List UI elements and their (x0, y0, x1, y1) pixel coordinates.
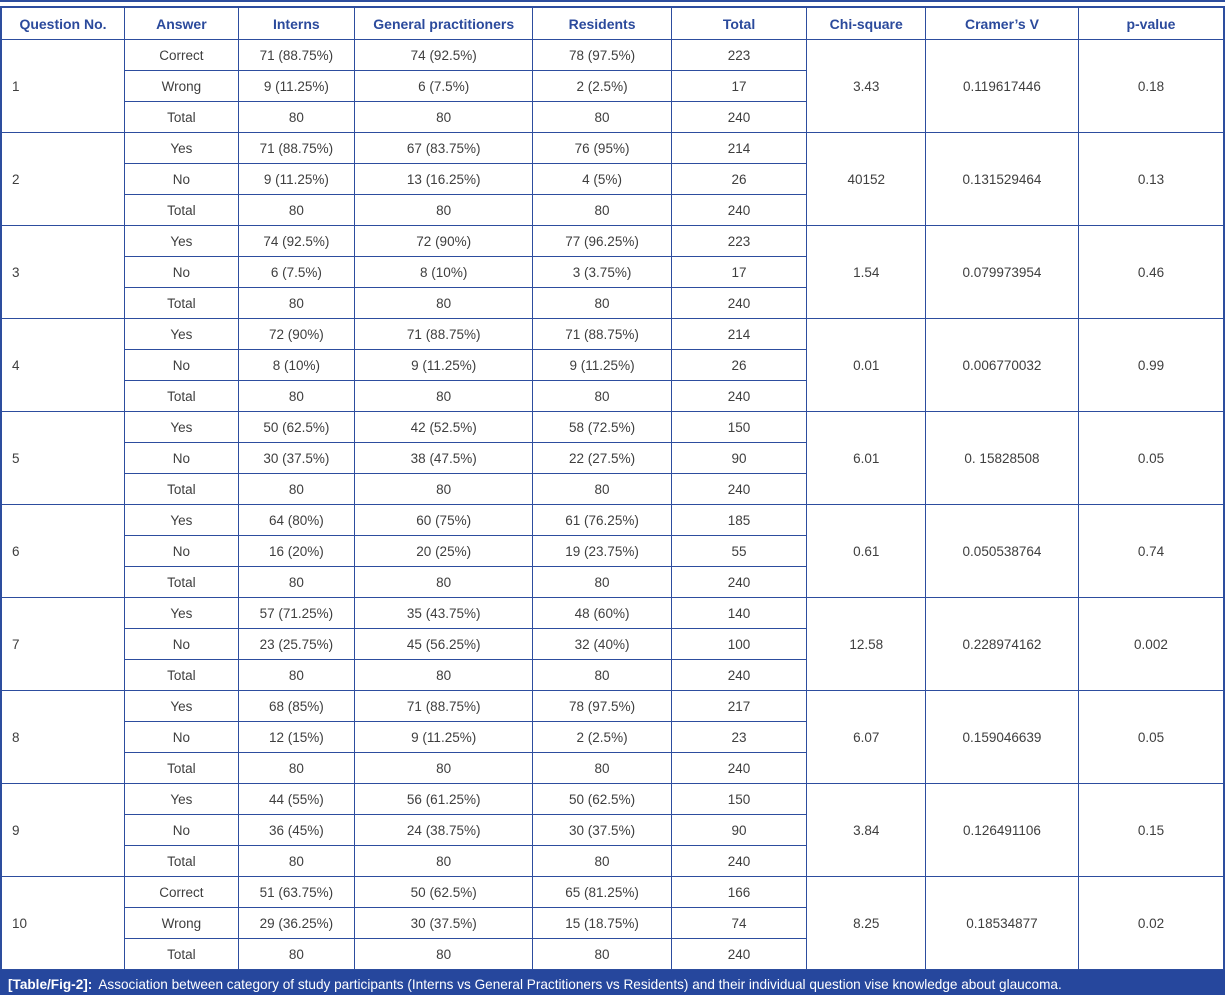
p-value-cell: 0.18 (1078, 40, 1224, 133)
answer-cell: Correct (125, 40, 239, 71)
answer-cell: Yes (125, 319, 239, 350)
general-practitioners-cell: 72 (90%) (354, 226, 533, 257)
interns-cell: 72 (90%) (238, 319, 354, 350)
total-cell: 17 (671, 71, 807, 102)
question-number-cell: 6 (1, 505, 125, 598)
residents-cell: 50 (62.5%) (533, 784, 671, 815)
table-header-row (1, 7, 1224, 40)
residents-cell: 48 (60%) (533, 598, 671, 629)
residents-cell: 22 (27.5%) (533, 443, 671, 474)
cramers-v-cell: 0.126491106 (926, 784, 1079, 877)
interns-cell: 80 (238, 474, 354, 505)
question-number-cell: 3 (1, 226, 125, 319)
total-cell: 223 (671, 226, 807, 257)
general-practitioners-cell: 80 (354, 195, 533, 226)
association-table (0, 6, 1225, 970)
table-row (1, 40, 1224, 71)
interns-cell: 80 (238, 660, 354, 691)
residents-cell: 80 (533, 288, 671, 319)
total-cell: 166 (671, 877, 807, 908)
general-practitioners-cell: 35 (43.75%) (354, 598, 533, 629)
chi-square-cell: 6.01 (807, 412, 926, 505)
residents-cell: 77 (96.25%) (533, 226, 671, 257)
p-value-cell: 0.46 (1078, 226, 1224, 319)
interns-cell: 57 (71.25%) (238, 598, 354, 629)
answer-cell: Yes (125, 505, 239, 536)
cramers-v-cell: 0.228974162 (926, 598, 1079, 691)
total-cell: 223 (671, 40, 807, 71)
total-cell: 74 (671, 908, 807, 939)
chi-square-cell: 12.58 (807, 598, 926, 691)
p-value-cell: 0.002 (1078, 598, 1224, 691)
chi-square-cell: 1.54 (807, 226, 926, 319)
general-practitioners-cell: 13 (16.25%) (354, 164, 533, 195)
interns-cell: 80 (238, 195, 354, 226)
general-practitioners-cell: 80 (354, 288, 533, 319)
general-practitioners-cell: 80 (354, 846, 533, 877)
total-cell: 240 (671, 195, 807, 226)
interns-cell: 8 (10%) (238, 350, 354, 381)
residents-cell: 80 (533, 567, 671, 598)
table-row (1, 784, 1224, 815)
interns-cell: 16 (20%) (238, 536, 354, 567)
header-answer: Answer (125, 7, 239, 40)
residents-cell: 32 (40%) (533, 629, 671, 660)
answer-cell: No (125, 164, 239, 195)
general-practitioners-cell: 9 (11.25%) (354, 722, 533, 753)
general-practitioners-cell: 80 (354, 753, 533, 784)
total-cell: 26 (671, 164, 807, 195)
residents-cell: 65 (81.25%) (533, 877, 671, 908)
answer-cell: Total (125, 474, 239, 505)
general-practitioners-cell: 24 (38.75%) (354, 815, 533, 846)
total-cell: 150 (671, 412, 807, 443)
p-value-cell: 0.13 (1078, 133, 1224, 226)
total-cell: 214 (671, 319, 807, 350)
interns-cell: 12 (15%) (238, 722, 354, 753)
question-number-cell: 9 (1, 784, 125, 877)
p-value-cell: 0.05 (1078, 412, 1224, 505)
residents-cell: 58 (72.5%) (533, 412, 671, 443)
cramers-v-cell: 0.006770032 (926, 319, 1079, 412)
table-row (1, 598, 1224, 629)
answer-cell: Yes (125, 412, 239, 443)
total-cell: 17 (671, 257, 807, 288)
answer-cell: Total (125, 660, 239, 691)
total-cell: 90 (671, 815, 807, 846)
total-cell: 185 (671, 505, 807, 536)
answer-cell: Total (125, 381, 239, 412)
interns-cell: 9 (11.25%) (238, 164, 354, 195)
general-practitioners-cell: 80 (354, 939, 533, 970)
answer-cell: Yes (125, 598, 239, 629)
interns-cell: 30 (37.5%) (238, 443, 354, 474)
interns-cell: 80 (238, 846, 354, 877)
cramers-v-cell: 0.18534877 (926, 877, 1079, 970)
general-practitioners-cell: 80 (354, 660, 533, 691)
general-practitioners-cell: 50 (62.5%) (354, 877, 533, 908)
residents-cell: 15 (18.75%) (533, 908, 671, 939)
total-cell: 26 (671, 350, 807, 381)
residents-cell: 30 (37.5%) (533, 815, 671, 846)
table-caption-bar (0, 970, 1225, 995)
answer-cell: No (125, 257, 239, 288)
answer-cell: No (125, 443, 239, 474)
cramers-v-cell: 0.159046639 (926, 691, 1079, 784)
total-cell: 140 (671, 598, 807, 629)
header-question-no: Question No. (1, 7, 125, 40)
p-value-cell: 0.05 (1078, 691, 1224, 784)
answer-cell: Yes (125, 226, 239, 257)
general-practitioners-cell: 80 (354, 567, 533, 598)
answer-cell: Correct (125, 877, 239, 908)
residents-cell: 80 (533, 102, 671, 133)
chi-square-cell: 0.61 (807, 505, 926, 598)
table-row (1, 133, 1224, 164)
interns-cell: 9 (11.25%) (238, 71, 354, 102)
total-cell: 240 (671, 474, 807, 505)
residents-cell: 71 (88.75%) (533, 319, 671, 350)
total-cell: 55 (671, 536, 807, 567)
caption-text: Association between category of study participants (Interns vs General Practitioners vs Residents) and their individual question vise knowledge about glaucoma. (98, 977, 1062, 992)
total-cell: 214 (671, 133, 807, 164)
question-number-cell: 8 (1, 691, 125, 784)
question-number-cell: 4 (1, 319, 125, 412)
interns-cell: 80 (238, 102, 354, 133)
header-cramers-v: Cramer’s V (926, 7, 1079, 40)
interns-cell: 80 (238, 288, 354, 319)
cramers-v-cell: 0.131529464 (926, 133, 1079, 226)
answer-cell: Total (125, 567, 239, 598)
header-p-value: p-value (1078, 7, 1224, 40)
residents-cell: 61 (76.25%) (533, 505, 671, 536)
answer-cell: Yes (125, 133, 239, 164)
header-total: Total (671, 7, 807, 40)
residents-cell: 76 (95%) (533, 133, 671, 164)
general-practitioners-cell: 30 (37.5%) (354, 908, 533, 939)
total-cell: 240 (671, 567, 807, 598)
header-chi-square: Chi-square (807, 7, 926, 40)
total-cell: 100 (671, 629, 807, 660)
residents-cell: 80 (533, 753, 671, 784)
total-cell: 240 (671, 753, 807, 784)
general-practitioners-cell: 20 (25%) (354, 536, 533, 567)
chi-square-cell: 40152 (807, 133, 926, 226)
p-value-cell: 0.74 (1078, 505, 1224, 598)
interns-cell: 36 (45%) (238, 815, 354, 846)
residents-cell: 80 (533, 381, 671, 412)
cramers-v-cell: 0.119617446 (926, 40, 1079, 133)
residents-cell: 80 (533, 846, 671, 877)
residents-cell: 80 (533, 195, 671, 226)
residents-cell: 78 (97.5%) (533, 691, 671, 722)
residents-cell: 80 (533, 474, 671, 505)
residents-cell: 19 (23.75%) (533, 536, 671, 567)
question-number-cell: 10 (1, 877, 125, 970)
total-cell: 90 (671, 443, 807, 474)
answer-cell: Total (125, 288, 239, 319)
p-value-cell: 0.15 (1078, 784, 1224, 877)
interns-cell: 23 (25.75%) (238, 629, 354, 660)
table-row (1, 226, 1224, 257)
table-body (1, 40, 1224, 970)
general-practitioners-cell: 71 (88.75%) (354, 691, 533, 722)
interns-cell: 29 (36.25%) (238, 908, 354, 939)
question-number-cell: 1 (1, 40, 125, 133)
answer-cell: Total (125, 102, 239, 133)
table-row (1, 505, 1224, 536)
chi-square-cell: 6.07 (807, 691, 926, 784)
residents-cell: 9 (11.25%) (533, 350, 671, 381)
cramers-v-cell: 0. 15828508 (926, 412, 1079, 505)
table-row (1, 691, 1224, 722)
total-cell: 217 (671, 691, 807, 722)
header-general-practitioners: General practitioners (354, 7, 533, 40)
general-practitioners-cell: 38 (47.5%) (354, 443, 533, 474)
general-practitioners-cell: 42 (52.5%) (354, 412, 533, 443)
answer-cell: Yes (125, 691, 239, 722)
general-practitioners-cell: 67 (83.75%) (354, 133, 533, 164)
interns-cell: 80 (238, 939, 354, 970)
interns-cell: 80 (238, 567, 354, 598)
general-practitioners-cell: 8 (10%) (354, 257, 533, 288)
p-value-cell: 0.99 (1078, 319, 1224, 412)
caption-label: [Table/Fig-2]: (8, 977, 93, 992)
answer-cell: Total (125, 939, 239, 970)
answer-cell: Total (125, 195, 239, 226)
answer-cell: No (125, 629, 239, 660)
general-practitioners-cell: 60 (75%) (354, 505, 533, 536)
cramers-v-cell: 0.050538764 (926, 505, 1079, 598)
residents-cell: 2 (2.5%) (533, 722, 671, 753)
residents-cell: 78 (97.5%) (533, 40, 671, 71)
chi-square-cell: 8.25 (807, 877, 926, 970)
header-interns: Interns (238, 7, 354, 40)
total-cell: 240 (671, 939, 807, 970)
answer-cell: No (125, 815, 239, 846)
general-practitioners-cell: 45 (56.25%) (354, 629, 533, 660)
header-residents: Residents (533, 7, 671, 40)
interns-cell: 80 (238, 381, 354, 412)
cramers-v-cell: 0.079973954 (926, 226, 1079, 319)
residents-cell: 4 (5%) (533, 164, 671, 195)
general-practitioners-cell: 9 (11.25%) (354, 350, 533, 381)
table-row (1, 412, 1224, 443)
interns-cell: 68 (85%) (238, 691, 354, 722)
residents-cell: 3 (3.75%) (533, 257, 671, 288)
general-practitioners-cell: 80 (354, 102, 533, 133)
interns-cell: 6 (7.5%) (238, 257, 354, 288)
answer-cell: Total (125, 753, 239, 784)
interns-cell: 50 (62.5%) (238, 412, 354, 443)
answer-cell: Total (125, 846, 239, 877)
total-cell: 240 (671, 102, 807, 133)
chi-square-cell: 3.43 (807, 40, 926, 133)
general-practitioners-cell: 71 (88.75%) (354, 319, 533, 350)
answer-cell: No (125, 536, 239, 567)
general-practitioners-cell: 80 (354, 474, 533, 505)
answer-cell: Wrong (125, 908, 239, 939)
answer-cell: No (125, 350, 239, 381)
p-value-cell: 0.02 (1078, 877, 1224, 970)
total-cell: 240 (671, 660, 807, 691)
interns-cell: 80 (238, 753, 354, 784)
general-practitioners-cell: 56 (61.25%) (354, 784, 533, 815)
total-cell: 240 (671, 846, 807, 877)
interns-cell: 64 (80%) (238, 505, 354, 536)
residents-cell: 80 (533, 939, 671, 970)
general-practitioners-cell: 74 (92.5%) (354, 40, 533, 71)
total-cell: 150 (671, 784, 807, 815)
answer-cell: Yes (125, 784, 239, 815)
total-cell: 23 (671, 722, 807, 753)
interns-cell: 51 (63.75%) (238, 877, 354, 908)
question-number-cell: 7 (1, 598, 125, 691)
total-cell: 240 (671, 381, 807, 412)
interns-cell: 44 (55%) (238, 784, 354, 815)
interns-cell: 71 (88.75%) (238, 40, 354, 71)
answer-cell: No (125, 722, 239, 753)
general-practitioners-cell: 80 (354, 381, 533, 412)
total-cell: 240 (671, 288, 807, 319)
answer-cell: Wrong (125, 71, 239, 102)
interns-cell: 71 (88.75%) (238, 133, 354, 164)
table-row (1, 319, 1224, 350)
question-number-cell: 2 (1, 133, 125, 226)
general-practitioners-cell: 6 (7.5%) (354, 71, 533, 102)
chi-square-cell: 3.84 (807, 784, 926, 877)
interns-cell: 74 (92.5%) (238, 226, 354, 257)
question-number-cell: 5 (1, 412, 125, 505)
table-row (1, 877, 1224, 908)
residents-cell: 2 (2.5%) (533, 71, 671, 102)
residents-cell: 80 (533, 660, 671, 691)
chi-square-cell: 0.01 (807, 319, 926, 412)
